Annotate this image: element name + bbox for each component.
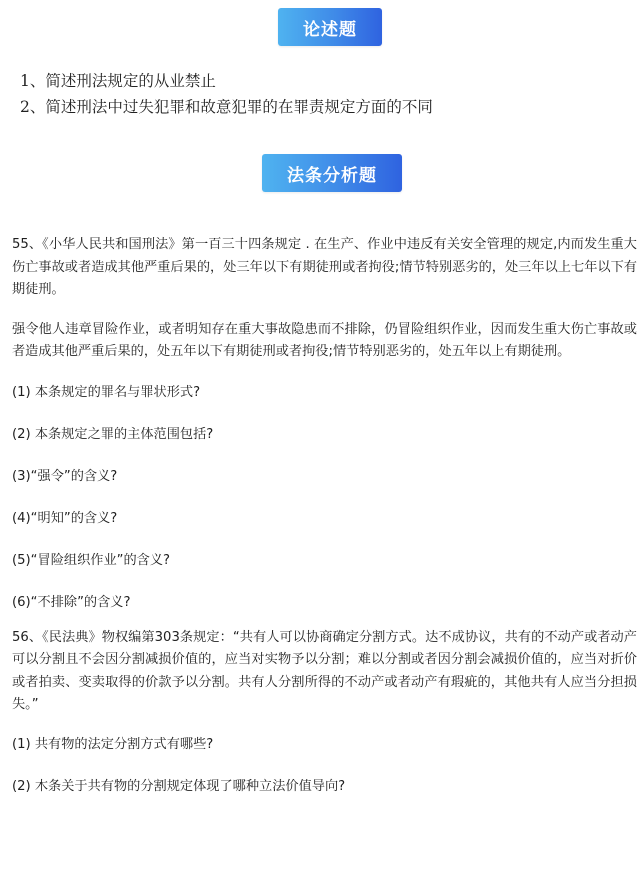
q55-statute-paragraph-1: 55、《小华人民共和国刑法》第一百三十四条规定 . 在生产、作业中违反有关安全管理的规定,内而发生重大伤亡事故或者造成其他严重后果的，处三年以下有期徒刑或者拘役;情节特别恶劣的，处三年以上七年以下有期徒刑。: [12, 237, 637, 297]
analysis-section-title: 法条分析题: [287, 165, 377, 186]
essay-section-banner: [278, 8, 382, 46]
essay-question-list: [20, 68, 630, 120]
essay-question-1: 1、简述刑法规定的从业禁止: [20, 72, 216, 90]
q55-subquestion-3: (3)“强令”的含义?: [12, 468, 118, 484]
q55-subquestion-6: (6)“不排除”的含义?: [12, 594, 131, 610]
q55-subquestion-5: (5)“冒险组织作业”的含义?: [12, 552, 171, 568]
q56-statute-paragraph: 56、《民法典》物权编第303条规定：“共有人可以协商确定分割方式。达不成协议，共有的不动产或者动产可以分割且不会因分割减损价值的，应当对实物予以分割；难以分割或者因分割会减损价值的，应当对折价或者拍卖、变卖取得的价款予以分割。共有人分割所得的不动产或者动产有瑕疵的，其他共有人应当分担损失。”: [12, 629, 637, 712]
q55-subquestion-4: (4)“明知”的含义?: [12, 510, 118, 526]
q55-statute-paragraph-2: 强令他人违章冒险作业，或者明知存在重大事故隐患而不排除，仍冒险组织作业，因而发生重大伤亡事故或者造成其他严重后果的，处五年以下有期徒刑或者拘役;情节特别恶劣的，处五年以上有期徒刑。: [12, 321, 637, 359]
q56-subquestion-2: (2) 木条关于共有物的分割规定体现了哪种立法价值导向?: [12, 778, 346, 794]
analysis-content: [12, 234, 637, 797]
essay-section-title: 论述题: [303, 19, 357, 40]
q56-subquestion-1: (1) 共有物的法定分割方式有哪些?: [12, 736, 214, 752]
q55-subquestion-1: (1) 本条规定的罪名与罪状形式?: [12, 384, 201, 400]
essay-question-2: 2、简述刑法中过失犯罪和故意犯罪的在罪责规定方面的不同: [20, 98, 433, 116]
q55-subquestion-2: (2) 本条规定之罪的主体范围包括?: [12, 426, 214, 442]
analysis-section-banner: [262, 154, 402, 192]
